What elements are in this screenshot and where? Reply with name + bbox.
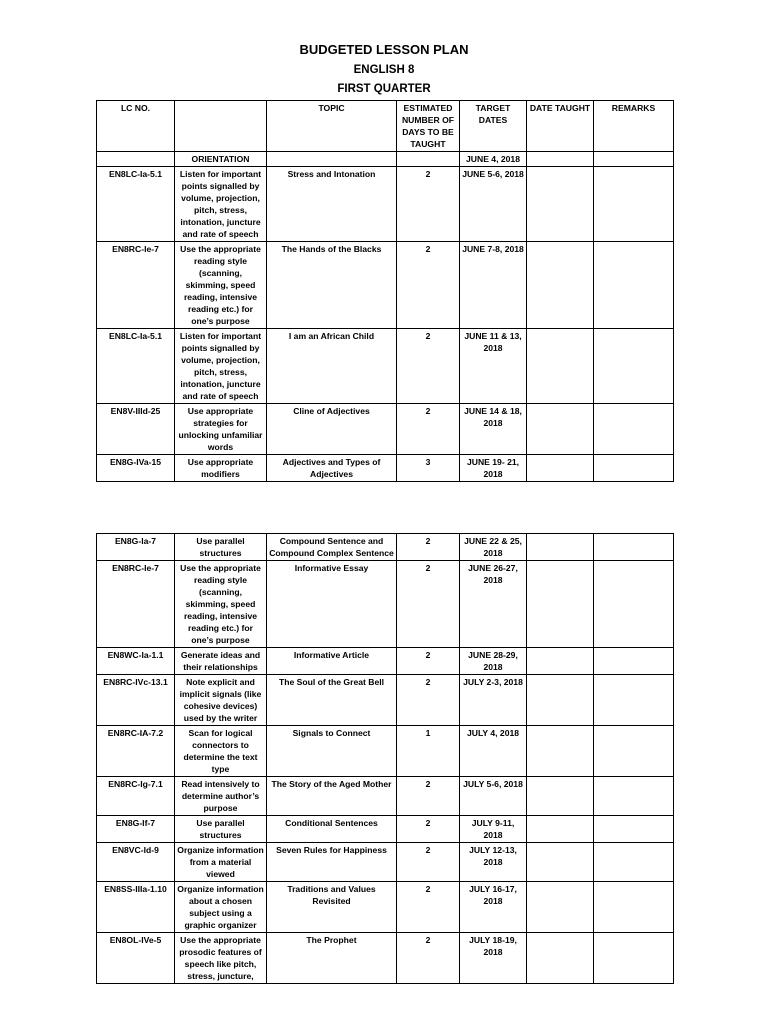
competency-cell: Use the appropriate reading style (scanning, skimming, speed reading, intensive reading etc.) for one’s purpose: [175, 242, 267, 329]
remarks-cell: [594, 167, 674, 242]
topic-cell: The Hands of the Blacks: [267, 242, 397, 329]
target-dates-cell: JUNE 11 & 13, 2018: [460, 329, 527, 404]
target-dates-cell: JULY 9-11, 2018: [460, 816, 527, 843]
lc-no-cell: EN8RC-IA-7.2: [97, 726, 175, 777]
table-header-row: [97, 101, 674, 152]
target-dates-cell: JUNE 26-27, 2018: [460, 561, 527, 648]
competency-cell: ORIENTATION: [175, 152, 267, 167]
lc-no-cell: EN8RC-Ig-7.1: [97, 777, 175, 816]
competency-cell: Generate ideas and their relationships: [175, 648, 267, 675]
target-dates-cell: JULY 16-17, 2018: [460, 882, 527, 933]
remarks-cell: [594, 675, 674, 726]
days-cell: 2: [397, 242, 460, 329]
table-row: [97, 167, 674, 242]
days-cell: 3: [397, 455, 460, 482]
lc-no-cell: EN8WC-Ia-1.1: [97, 648, 175, 675]
days-cell: 2: [397, 329, 460, 404]
date-taught-cell: [527, 648, 594, 675]
header-target-dates: TARGET DATES: [460, 101, 527, 152]
topic-cell: Cline of Adjectives: [267, 404, 397, 455]
topic-cell: Informative Essay: [267, 561, 397, 648]
competency-cell: Use parallel structures: [175, 534, 267, 561]
lc-no-cell: EN8RC-IVc-13.1: [97, 675, 175, 726]
target-dates-cell: JUNE 7-8, 2018: [460, 242, 527, 329]
date-taught-cell: [527, 816, 594, 843]
days-cell: 2: [397, 561, 460, 648]
target-dates-cell: JULY 4, 2018: [460, 726, 527, 777]
target-dates-cell: JULY 12-13, 2018: [460, 843, 527, 882]
competency-cell: Use the appropriate reading style (scanning, skimming, speed reading, intensive reading etc.) for one’s purpose: [175, 561, 267, 648]
days-cell: 2: [397, 882, 460, 933]
topic-cell: [267, 152, 397, 167]
header-lc-no: LC NO.: [97, 101, 175, 152]
remarks-cell: [594, 534, 674, 561]
table-row: [97, 726, 674, 777]
lc-no-cell: EN8VC-Id-9: [97, 843, 175, 882]
lesson-plan-table-1: [96, 100, 674, 482]
date-taught-cell: [527, 777, 594, 816]
lc-no-cell: EN8RC-Ie-7: [97, 561, 175, 648]
date-taught-cell: [527, 843, 594, 882]
date-taught-cell: [527, 455, 594, 482]
header-remarks: REMARKS: [594, 101, 674, 152]
date-taught-cell: [527, 329, 594, 404]
lc-no-cell: EN8RC-Ie-7: [97, 242, 175, 329]
remarks-cell: [594, 777, 674, 816]
lc-no-cell: EN8OL-IVe-5: [97, 933, 175, 984]
lc-no-cell: EN8V-IIId-25: [97, 404, 175, 455]
topic-cell: Conditional Sentences: [267, 816, 397, 843]
header-estimated-days: ESTIMATED NUMBER OF DAYS TO BE TAUGHT: [397, 101, 460, 152]
remarks-cell: [594, 329, 674, 404]
target-dates-cell: JULY 5-6, 2018: [460, 777, 527, 816]
date-taught-cell: [527, 561, 594, 648]
topic-cell: Seven Rules for Happiness: [267, 843, 397, 882]
topic-cell: I am an African Child: [267, 329, 397, 404]
days-cell: 2: [397, 816, 460, 843]
date-taught-cell: [527, 242, 594, 329]
topic-cell: The Soul of the Great Bell: [267, 675, 397, 726]
days-cell: 2: [397, 534, 460, 561]
document-title: BUDGETED LESSON PLAN: [299, 42, 469, 57]
table-row: [97, 648, 674, 675]
header-date-taught: DATE TAUGHT: [527, 101, 594, 152]
table-row: [97, 816, 674, 843]
remarks-cell: [594, 648, 674, 675]
header-topic: TOPIC: [267, 101, 397, 152]
target-dates-cell: JULY 18-19, 2018: [460, 933, 527, 984]
table-row: [97, 675, 674, 726]
target-dates-cell: JUNE 4, 2018: [460, 152, 527, 167]
competency-cell: Use the appropriate prosodic features of speech like pitch, stress, juncture,: [175, 933, 267, 984]
competency-cell: Read intensively to determine author’s purpose: [175, 777, 267, 816]
date-taught-cell: [527, 882, 594, 933]
date-taught-cell: [527, 675, 594, 726]
days-cell: 2: [397, 167, 460, 242]
header-competency: [175, 101, 267, 152]
quarter-title: FIRST QUARTER: [337, 83, 431, 95]
table-row: [97, 329, 674, 404]
topic-cell: Signals to Connect: [267, 726, 397, 777]
date-taught-cell: [527, 933, 594, 984]
lc-no-cell: EN8LC-Ia-5.1: [97, 167, 175, 242]
lc-no-cell: EN8G-Ia-7: [97, 534, 175, 561]
lc-no-cell: [97, 152, 175, 167]
lc-no-cell: EN8LC-Ia-5.1: [97, 329, 175, 404]
target-dates-cell: JUNE 28-29, 2018: [460, 648, 527, 675]
table-row: [97, 534, 674, 561]
target-dates-cell: JUNE 19- 21, 2018: [460, 455, 527, 482]
topic-cell: Informative Article: [267, 648, 397, 675]
subject-title: ENGLISH 8: [353, 64, 415, 76]
date-taught-cell: [527, 726, 594, 777]
days-cell: 2: [397, 777, 460, 816]
target-dates-cell: JULY 2-3, 2018: [460, 675, 527, 726]
days-cell: 2: [397, 843, 460, 882]
days-cell: 2: [397, 675, 460, 726]
lc-no-cell: EN8G-IVa-15: [97, 455, 175, 482]
competency-cell: Scan for logical connectors to determine the text type: [175, 726, 267, 777]
remarks-cell: [594, 726, 674, 777]
table-row: [97, 455, 674, 482]
remarks-cell: [594, 404, 674, 455]
remarks-cell: [594, 933, 674, 984]
days-cell: 2: [397, 404, 460, 455]
competency-cell: Use parallel structures: [175, 816, 267, 843]
remarks-cell: [594, 242, 674, 329]
target-dates-cell: JUNE 14 & 18, 2018: [460, 404, 527, 455]
competency-cell: Use appropriate modifiers: [175, 455, 267, 482]
competency-cell: Listen for important points signalled by volume, projection, pitch, stress, intonation, juncture and rate of speech: [175, 329, 267, 404]
table-row: [97, 561, 674, 648]
topic-cell: Adjectives and Types of Adjectives: [267, 455, 397, 482]
table-row: [97, 843, 674, 882]
target-dates-cell: JUNE 22 & 25, 2018: [460, 534, 527, 561]
target-dates-cell: JUNE 5-6, 2018: [460, 167, 527, 242]
lesson-plan-table-2: [96, 533, 674, 984]
remarks-cell: [594, 561, 674, 648]
competency-cell: Organize information about a chosen subject using a graphic organizer: [175, 882, 267, 933]
remarks-cell: [594, 455, 674, 482]
table-row: [97, 242, 674, 329]
competency-cell: Organize information from a material viewed: [175, 843, 267, 882]
competency-cell: Note explicit and implicit signals (like cohesive devices) used by the writer: [175, 675, 267, 726]
table-row: [97, 404, 674, 455]
days-cell: 2: [397, 648, 460, 675]
date-taught-cell: [527, 534, 594, 561]
topic-cell: The Prophet: [267, 933, 397, 984]
competency-cell: Listen for important points signalled by volume, projection, pitch, stress, intonation, juncture and rate of speech: [175, 167, 267, 242]
table-row: [97, 933, 674, 984]
remarks-cell: [594, 882, 674, 933]
days-cell: 2: [397, 933, 460, 984]
remarks-cell: [594, 152, 674, 167]
topic-cell: The Story of the Aged Mother: [267, 777, 397, 816]
date-taught-cell: [527, 152, 594, 167]
date-taught-cell: [527, 404, 594, 455]
topic-cell: Stress and Intonation: [267, 167, 397, 242]
table-row: [97, 882, 674, 933]
table-row: [97, 777, 674, 816]
table-row: [97, 152, 674, 167]
lc-no-cell: EN8G-If-7: [97, 816, 175, 843]
competency-cell: Use appropriate strategies for unlocking unfamiliar words: [175, 404, 267, 455]
remarks-cell: [594, 816, 674, 843]
lc-no-cell: EN8SS-IIIa-1.10: [97, 882, 175, 933]
topic-cell: Traditions and Values Revisited: [267, 882, 397, 933]
days-cell: 1: [397, 726, 460, 777]
days-cell: [397, 152, 460, 167]
date-taught-cell: [527, 167, 594, 242]
remarks-cell: [594, 843, 674, 882]
topic-cell: Compound Sentence and Compound Complex Sentence: [267, 534, 397, 561]
